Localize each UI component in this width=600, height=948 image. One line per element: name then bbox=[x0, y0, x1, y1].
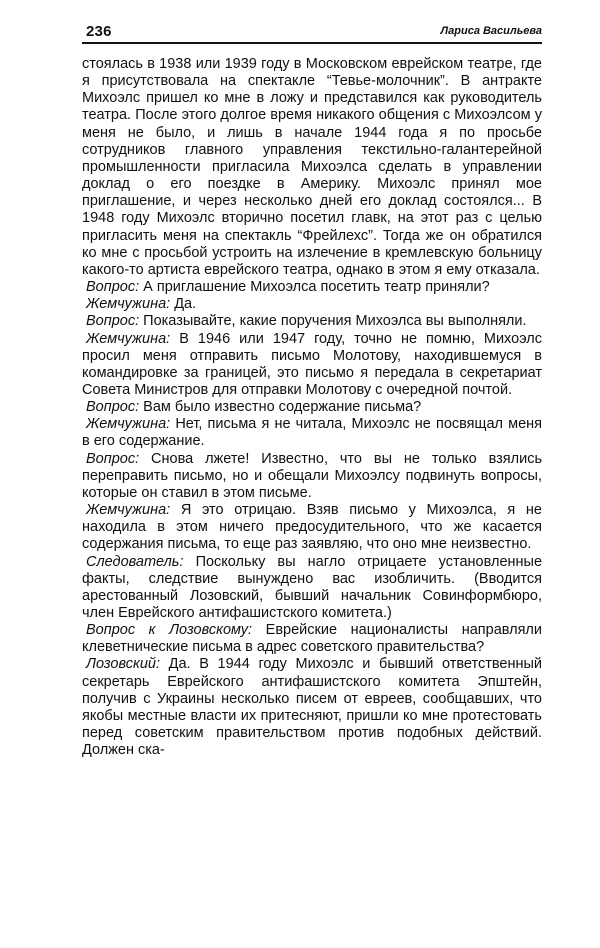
speaker-label: Вопрос: bbox=[86, 279, 140, 296]
page-body bbox=[82, 56, 542, 759]
paragraph bbox=[82, 416, 542, 450]
speaker-label: Жемчужина: bbox=[86, 416, 171, 433]
paragraph-text: В 1946 или 1947 году, точно не помню, Михоэлс просил меня отправить письмо Молотову, находившемуся в командировке за границей, это письмо я передала в секретариат Совета Министров для отправки Молотову с очередной почтой. bbox=[82, 330, 542, 398]
paragraph bbox=[82, 399, 542, 416]
paragraph-text: Нет, письма я не читала, Михоэлс не посвящал меня в его содержание. bbox=[82, 416, 543, 450]
paragraph bbox=[82, 331, 542, 400]
speaker-label: Вопрос: bbox=[86, 399, 140, 416]
book-page bbox=[82, 22, 542, 759]
speaker-label: Жемчужина: bbox=[86, 296, 171, 313]
speaker-label: Вопрос: bbox=[86, 313, 140, 330]
paragraph-text: Еврейские националисты направляли клеветнические письма в адрес советского правительства? bbox=[82, 622, 542, 656]
speaker-label: Вопрос к Лозовскому: bbox=[86, 622, 253, 639]
paragraph-text: Вам было известно содержание письма? bbox=[143, 399, 422, 416]
speaker-label: Лозовский: bbox=[86, 656, 160, 673]
paragraph bbox=[82, 313, 542, 330]
paragraph bbox=[82, 656, 542, 759]
running-head: Лариса Васильева bbox=[440, 25, 542, 37]
speaker-label: Следователь: bbox=[86, 553, 184, 570]
paragraph bbox=[82, 502, 542, 553]
paragraph-text: Да. bbox=[174, 296, 197, 313]
paragraph-text: Я это отрицаю. Взяв письмо у Михоэлса, я не находила в этом ничего предосудительного, что же касается содержания письма, то еще раз заявляю, что оно мне неизвестно. bbox=[82, 502, 542, 553]
page-header bbox=[82, 22, 542, 44]
speaker-label: Вопрос: bbox=[86, 450, 140, 467]
paragraph bbox=[82, 554, 542, 623]
paragraph bbox=[82, 56, 542, 279]
paragraph-text: Показывайте, какие поручения Михоэлса вы выполняли. bbox=[143, 313, 527, 330]
paragraph bbox=[82, 296, 542, 313]
speaker-label: Жемчужина: bbox=[86, 330, 171, 347]
paragraph-text: стоялась в 1938 или 1939 году в Московском еврейском театре, где я присутствовала на спектакле “Тевье-молочник”. В антракте Михоэлс пришел ко мне в ложу и представился как руководитель театра. После этого долгое время никакого общения с Михоэлсом у меня не было, и лишь в начале 1944 года я по просьбе сотрудников главного управления текстильно-галантерейной промышленности пригласила Михоэлса сделать в управлении доклад о его поездке в Америку. Михоэлс принял мое приглашение, и через несколько дней его доклад состоялся... В 1948 году Михоэлс вторично посетил главк, на этот раз с целью пригласить меня на спектакль “Фрейлехс”. Тогда же он обратился ко мне с просьбой устроить на излечение в кремлевскую больницу какого-то артиста еврейского театра, однако в этом я ему отказала. bbox=[82, 56, 542, 278]
paragraph bbox=[82, 451, 542, 502]
paragraph-text: Поскольку вы нагло отрицаете установленные факты, следствие вынуждено вас изобличить. (Вводится арестованный Лозовский, бывший начальник Совинформбюро, член Еврейского антифашистского комитета.) bbox=[82, 553, 543, 621]
paragraph-text: Снова лжете! Известно, что вы не только взялись переправить письмо, но и обещали Михоэлсу подвинуть вопросы, которые он ставил в этом письме. bbox=[82, 450, 542, 501]
paragraph bbox=[82, 622, 542, 656]
paragraph-text: Да. В 1944 году Михоэлс и бывший ответственный секретарь Еврейского антифашистского комитета Эпштейн, получив с Украины несколько писем от евреев, сообщавших, что якобы местные власти их притесняют, пришли ко мне протестовать перед советским правительством против подобных действий. Должен ска- bbox=[82, 656, 542, 759]
paragraph-text: А приглашение Михоэлса посетить театр приняли? bbox=[143, 279, 490, 296]
page-number: 236 bbox=[86, 23, 112, 40]
speaker-label: Жемчужина: bbox=[86, 502, 171, 519]
paragraph bbox=[82, 279, 542, 296]
